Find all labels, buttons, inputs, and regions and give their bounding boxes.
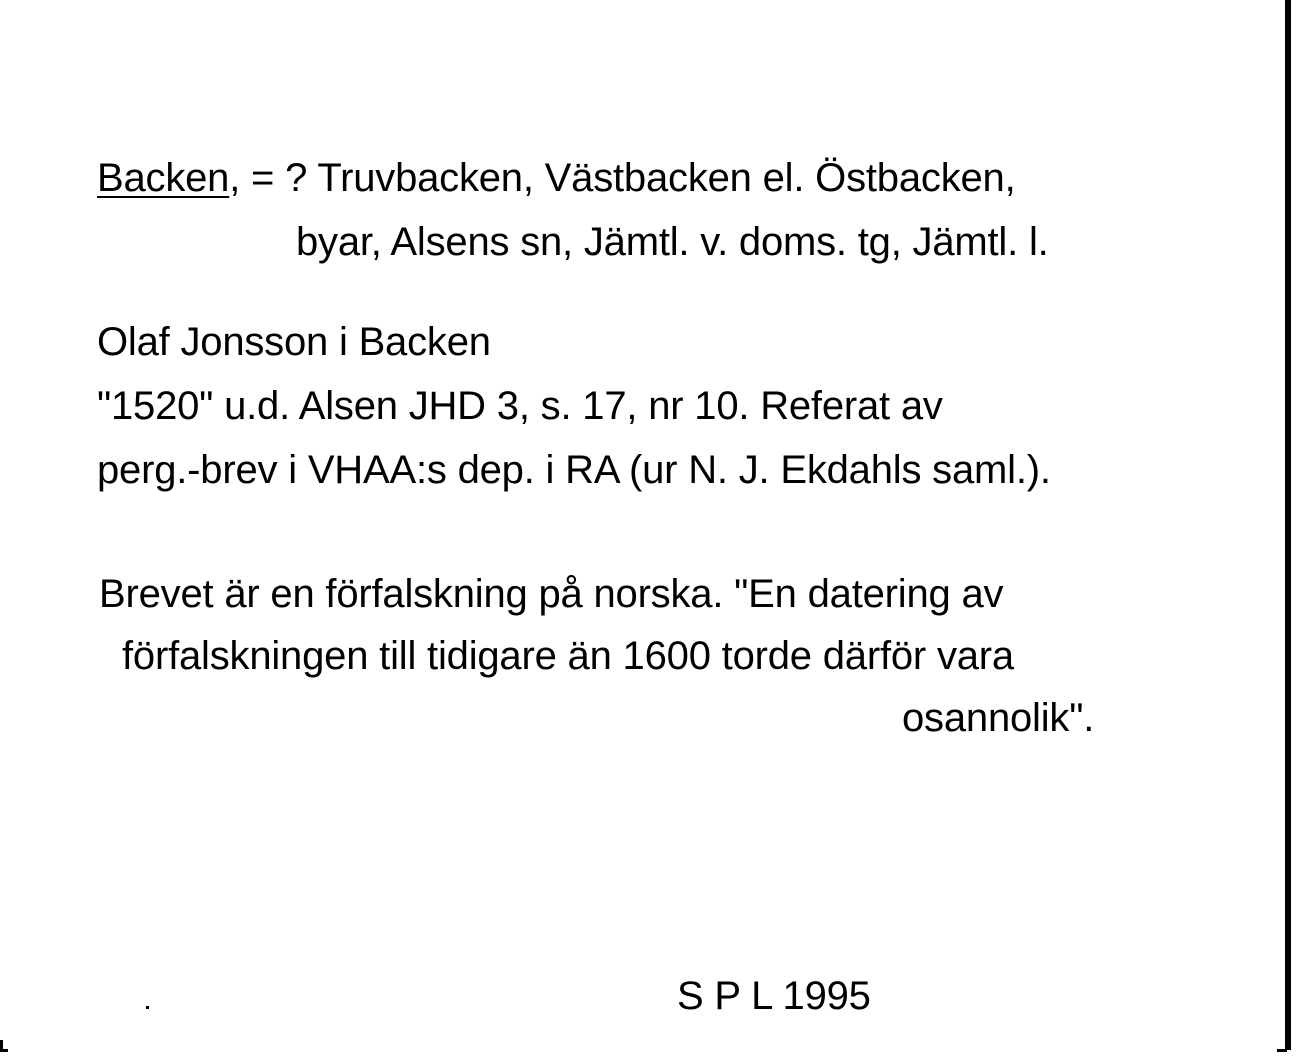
source-line-1: "1520" u.d. Alsen JHD 3, s. 17, nr 10. Referat av [97,384,943,428]
card-corner-left [0,1040,8,1052]
card-corner-right [1277,1040,1287,1052]
person-name: Olaf Jonsson i Backen [97,320,491,364]
heading-rest: , = ? Truvbacken, Västbacken el. Östbacken, [229,156,1016,200]
comment-line-3: osannolik". [902,696,1095,740]
scan-speck [146,1006,149,1009]
card-right-edge [1285,0,1291,1050]
headword: Backen [97,156,230,200]
heading-line-2: byar, Alsens sn, Jämtl. v. doms. tg, Jämtl. l. [296,220,1049,264]
signature: S P L 1995 [677,974,871,1018]
comment-line-2: förfalskningen till tidigare än 1600 torde därför vara [122,634,1014,678]
heading-line-1 [97,154,1016,202]
source-line-2: perg.-brev i VHAA:s dep. i RA (ur N. J. Ekdahls saml.). [97,448,1051,492]
comment-line-1: Brevet är en förfalskning på norska. "En datering av [99,572,1004,616]
